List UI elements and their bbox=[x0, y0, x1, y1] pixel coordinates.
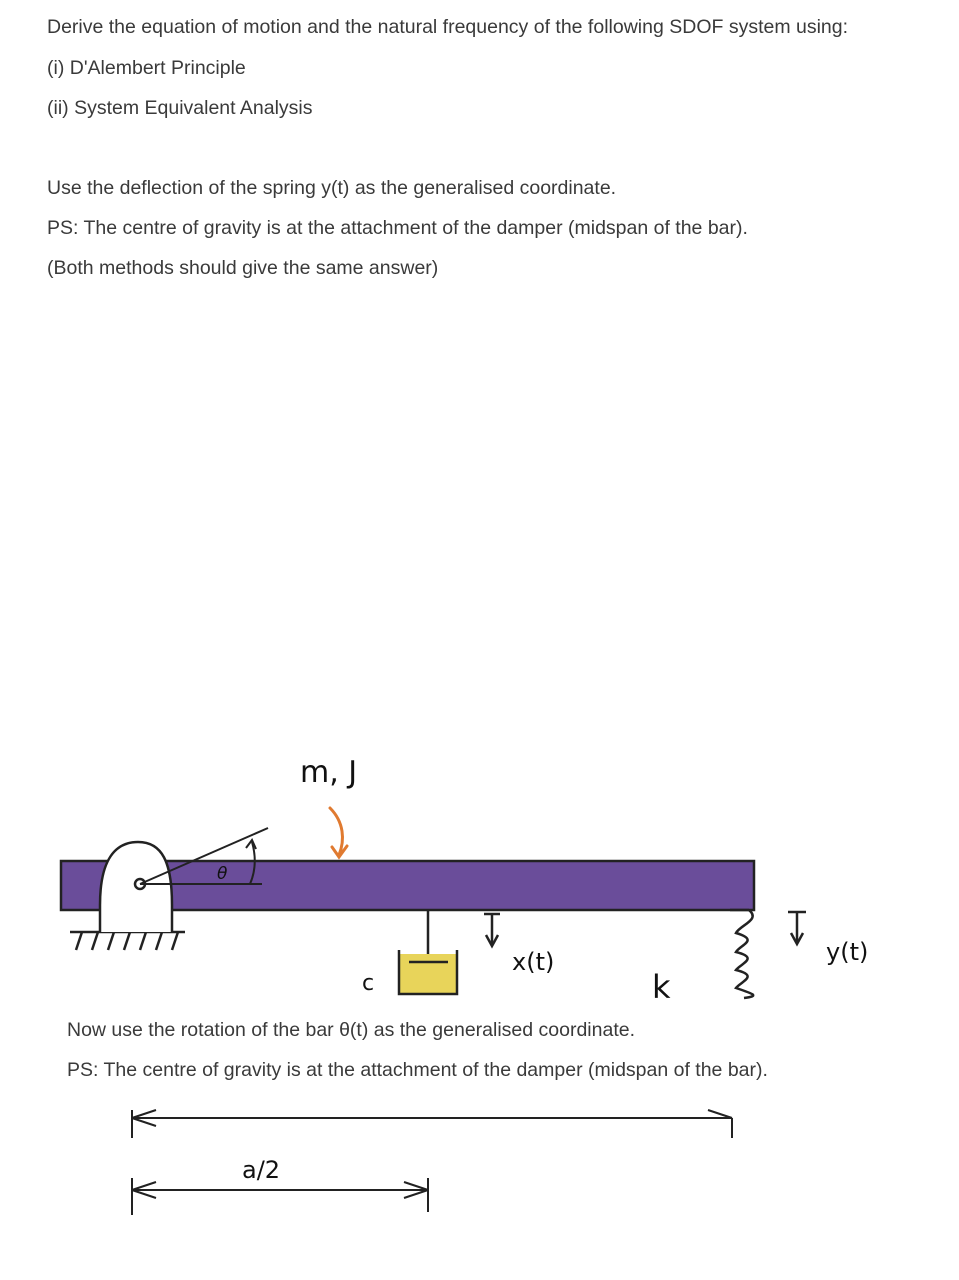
part-b-coordinate-note: Now use the rotation of the bar θ(t) as the generalised coordinate. bbox=[67, 1019, 636, 1041]
damper-label: c bbox=[362, 971, 375, 996]
full-length-dimension bbox=[132, 1110, 732, 1138]
spring-displacement-arrow bbox=[788, 912, 806, 944]
method-2: (ii) System Equivalent Analysis bbox=[47, 97, 313, 119]
cg-arrow bbox=[330, 808, 347, 857]
damper-displacement-label: x(t) bbox=[512, 948, 555, 976]
spring bbox=[730, 910, 753, 998]
spring-label: k bbox=[652, 968, 671, 1006]
part-b-ps-note: PS: The centre of gravity is at the attachment of the damper (midspan of the bar). bbox=[67, 1059, 768, 1081]
method-1: (i) D'Alembert Principle bbox=[47, 57, 246, 79]
damper bbox=[399, 910, 457, 994]
ground-hatch bbox=[70, 932, 185, 950]
same-answer-note: (Both methods should give the same answer) bbox=[47, 257, 439, 279]
coordinate-note: Use the deflection of the spring y(t) as the generalised coordinate. bbox=[47, 177, 617, 199]
spring-displacement-label: y(t) bbox=[826, 938, 869, 966]
angle-label: θ bbox=[217, 864, 228, 884]
half-length-label: a/2 bbox=[242, 1156, 281, 1184]
mass-label: m, J bbox=[300, 755, 358, 790]
problem-intro: Derive the equation of motion and the natural frequency of the following SDOF system using: bbox=[47, 16, 849, 38]
damper-displacement-arrow bbox=[484, 914, 500, 946]
ps-note: PS: The centre of gravity is at the attachment of the damper (midspan of the bar). bbox=[47, 217, 748, 239]
